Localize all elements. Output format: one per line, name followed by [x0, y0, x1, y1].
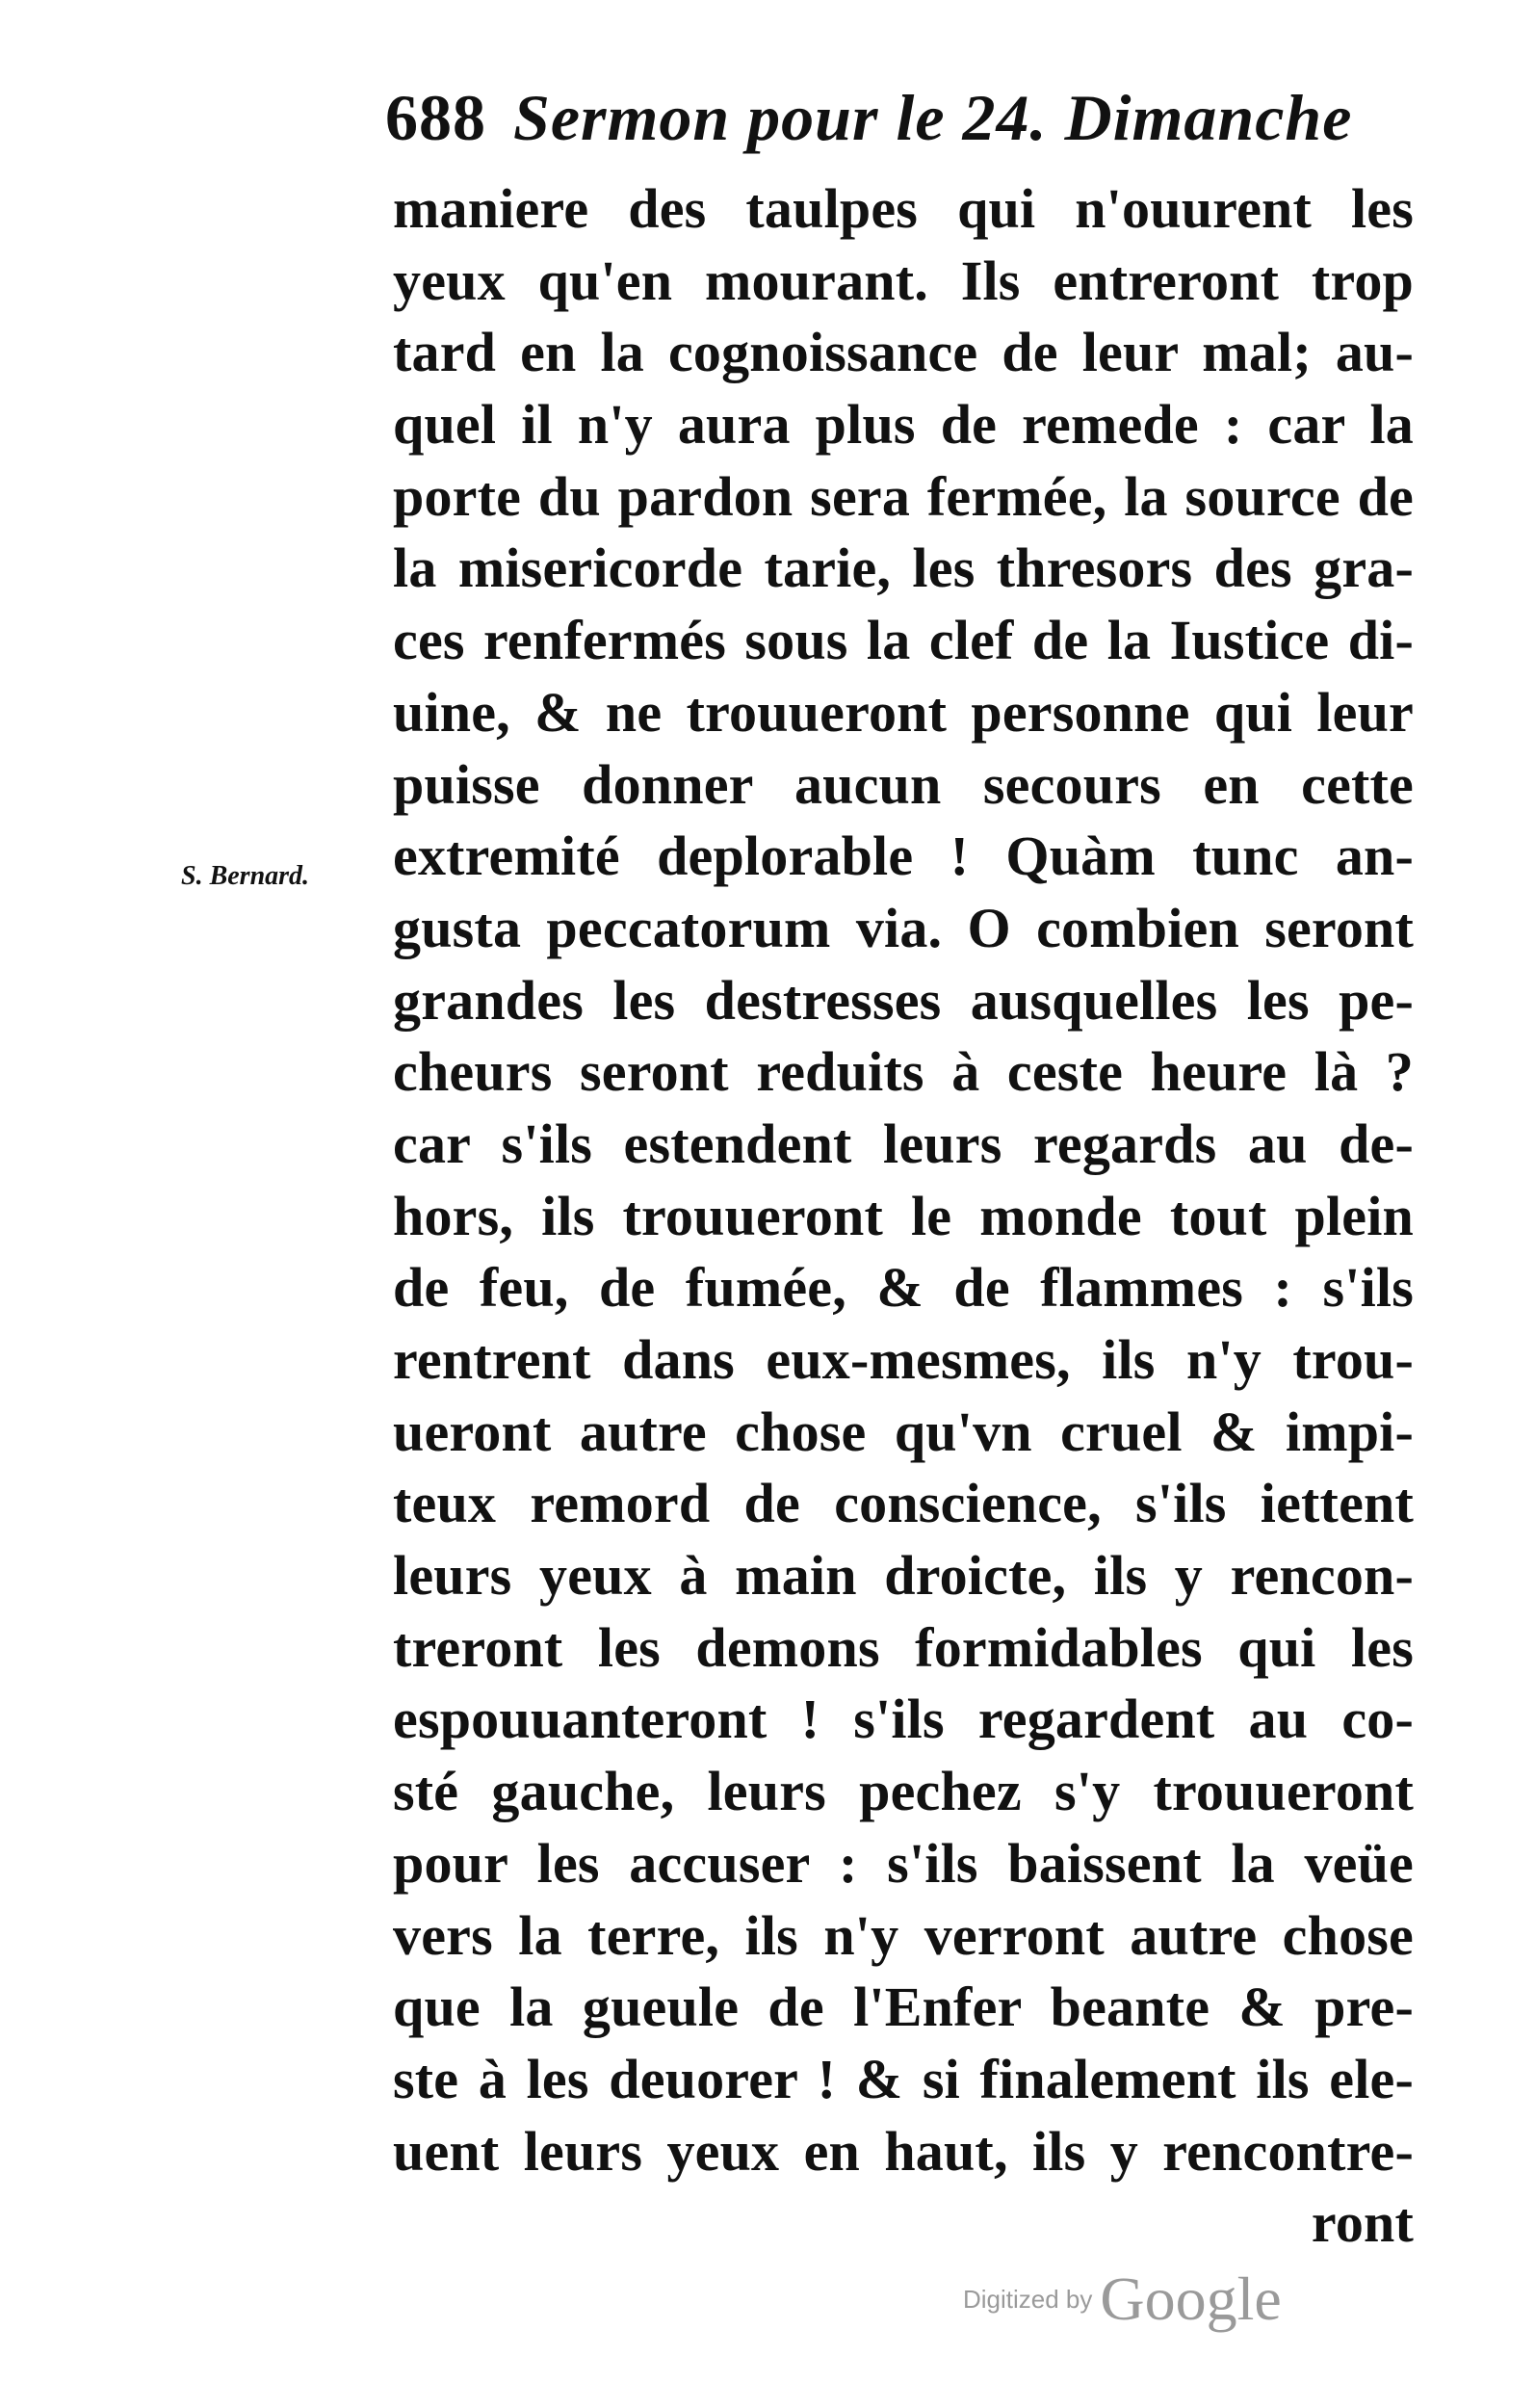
text-line: pour les accuser : s'ils baissent la veüe [393, 1831, 1414, 1895]
text-line: porte du pardon sera fermée, la source de [393, 464, 1414, 528]
text-line: leurs yeux à main droicte, ils y rencon- [393, 1544, 1414, 1608]
google-logo: Google [1100, 2264, 1282, 2333]
text-line: gusta peccatorum via. O combien seront [393, 896, 1414, 959]
text-line: uent leurs yeux en haut, ils y rencontre- [393, 2119, 1414, 2183]
text-line: cheurs seront reduits à ceste heure là ? [393, 1040, 1414, 1104]
text-line: tard en la cognoissance de leur mal; au- [393, 321, 1414, 384]
text-line: puisse donner aucun secours en cette [393, 752, 1414, 816]
text-line: espouuanteront ! s'ils regardent au co- [393, 1688, 1414, 1751]
text-line: ste à les deuorer ! & si finalement ils ele- [393, 2047, 1414, 2110]
text-line: sté gauche, leurs pechez s'y trouueront [393, 1760, 1414, 1823]
text-line: ueront autre chose qu'vn cruel & impi- [393, 1400, 1414, 1463]
text-line: grandes les destresses ausquelles les pe- [393, 968, 1414, 1032]
text-line: uine, & ne trouueront personne qui leur [393, 680, 1414, 744]
text-line: ces renfermés sous la clef de la Iustice di- [393, 609, 1414, 672]
text-line-catchword: ront [1311, 2191, 1414, 2255]
text-line: hors, ils trouueront le monde tout plein [393, 1184, 1414, 1247]
body-text [393, 173, 1414, 2260]
text-line: yeux qu'en mourant. Ils entreront trop [393, 249, 1414, 312]
text-line: vers la terre, ils n'y verront autre chose [393, 1903, 1414, 1967]
page-number: 688 [385, 81, 486, 154]
text-line: que la gueule de l'Enfer beante & pre- [393, 1976, 1414, 2039]
digitized-by-label: Digitized by [963, 2284, 1093, 2314]
text-line: de feu, de fumée, & de flammes : s'ils [393, 1256, 1414, 1320]
running-head [385, 69, 1353, 166]
text-line: extremité deplorable ! Quàm tunc an- [393, 824, 1414, 888]
text-line: car s'ils estendent leurs regards au de- [393, 1112, 1414, 1175]
text-line: maniere des taulpes qui n'ouurent les [393, 177, 1414, 240]
text-line: la misericorde tarie, les thresors des gra- [393, 537, 1414, 600]
text-line: quel il n'y aura plus de remede : car la [393, 393, 1414, 457]
digitized-watermark [963, 2264, 1310, 2350]
text-line: teux remord de conscience, s'ils iettent [393, 1472, 1414, 1535]
margin-note: S. Bernard. [181, 861, 310, 891]
running-title: Sermon pour le 24. Dimanche [513, 81, 1353, 154]
text-line: rentrent dans eux-mesmes, ils n'y trou- [393, 1328, 1414, 1391]
text-line: treront les demons formidables qui les [393, 1615, 1414, 1679]
